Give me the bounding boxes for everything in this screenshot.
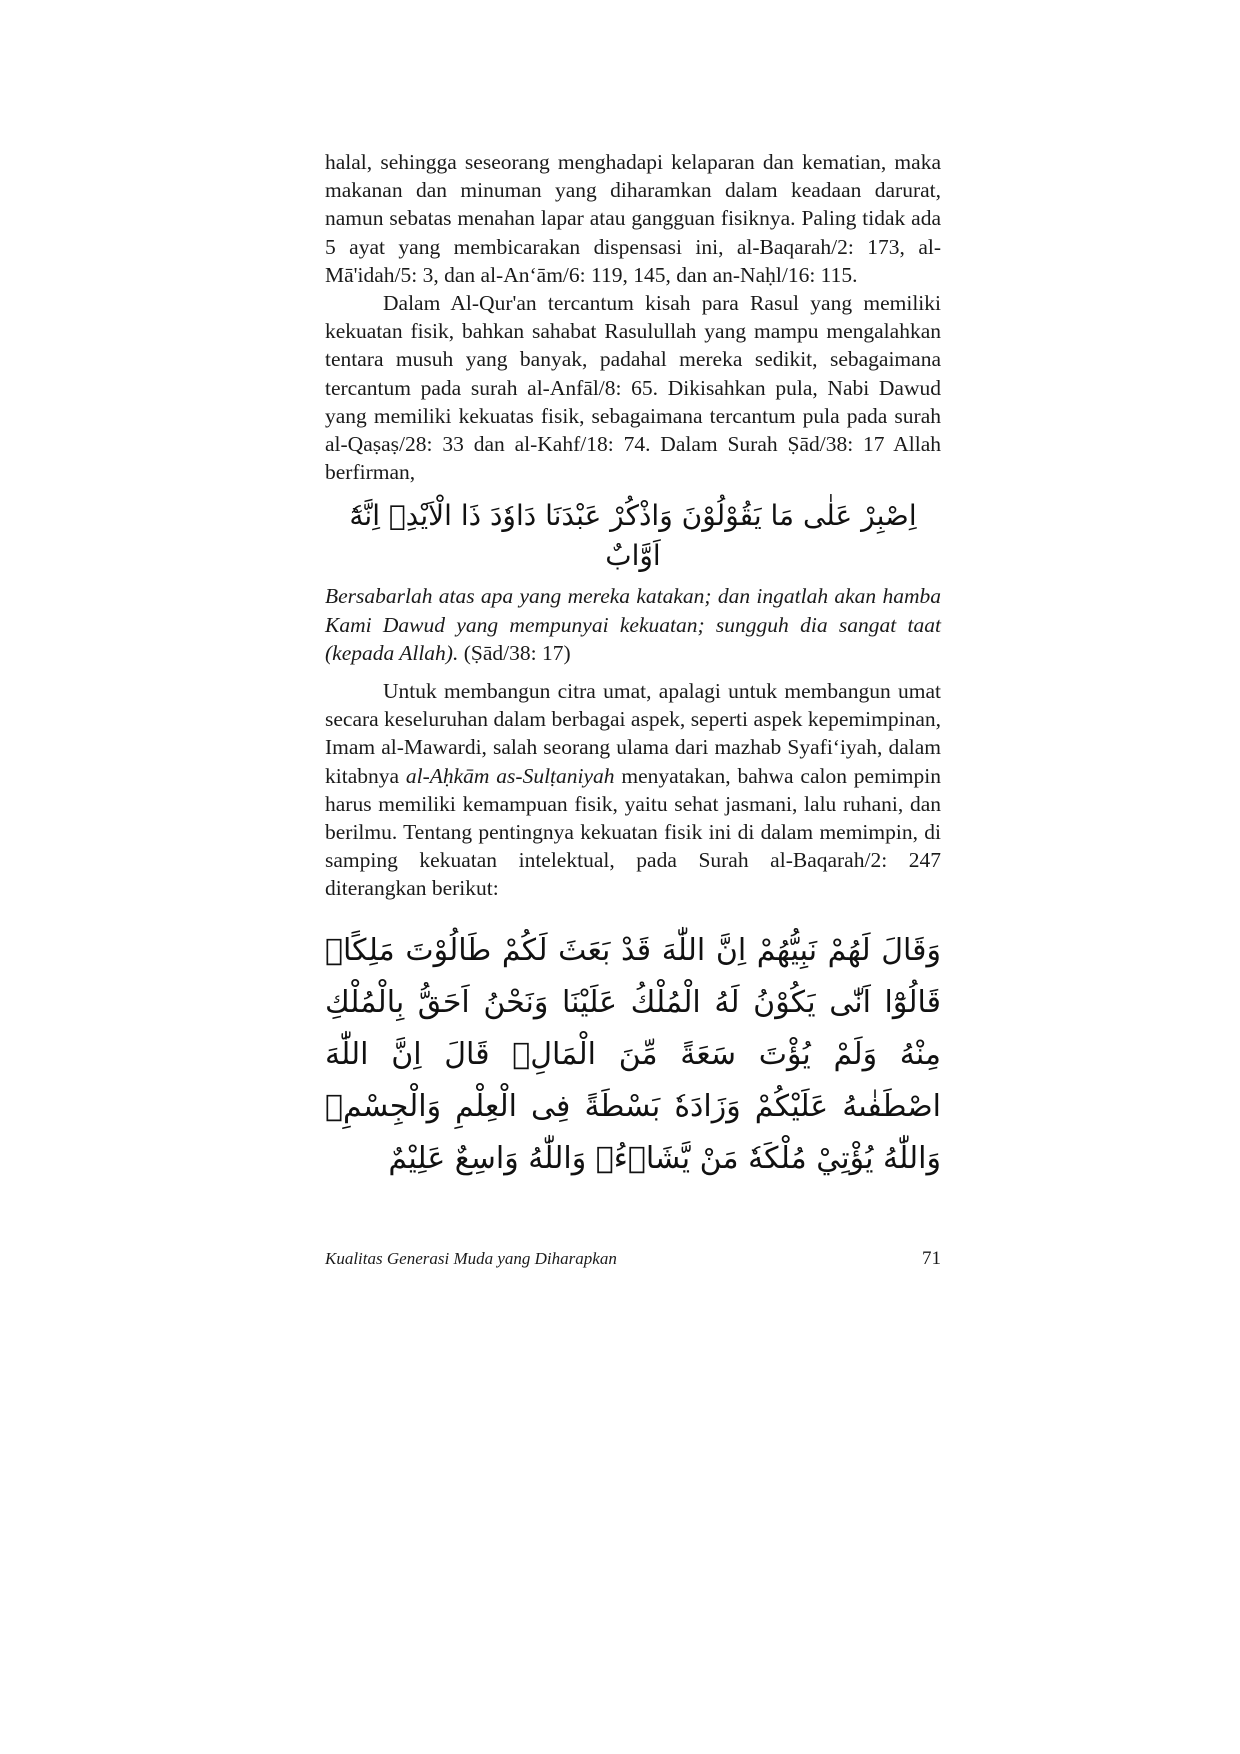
paragraph-leadership-text-end: menyatakan, bahwa calon pemimpin harus memiliki kemampuan fisik, yaitu sehat jasmani, lalu ruhani, dan berilmu. Tentang pentingnya kekuatan fisik ini di dalam memimpin, di samping kekuatan intelektual, pada Surah al-Baqarah/2: 247 diterangkan berikut: [325, 763, 941, 901]
verse-translation-sad [325, 582, 941, 667]
paragraph-leadership [325, 677, 941, 903]
page-content [325, 148, 941, 1185]
paragraph-prophets-strength: Dalam Al-Qur'an tercantum kisah para Rasul yang memiliki kekuatan fisik, bahkan sahabat Rasulullah yang mampu mengalahkan tentara musuh yang banyak, padahal mereka sedikit, sebagaimana tercantum pada surah al-Anfāl/8: 65. Dikisahkan pula, Nabi Dawud yang memiliki kekuatas fisik, sebagaimana tercantum pula pada surah al-Qaṣaṣ/28: 33 dan al-Kahf/18: 74. Dalam Surah Ṣād/38: 17 Allah berfirman, [325, 291, 941, 485]
page-footer [325, 1248, 941, 1270]
running-title: Kualitas Generasi Muda yang Diharapkan [325, 1249, 617, 1268]
page-number: 71 [922, 1248, 941, 1269]
translation-text: Bersabarlah atas apa yang mereka katakan; dan ingatlah akan hamba Kami Dawud yang mempunyai kekuatan; sungguh dia sangat taat (kepada Allah). [325, 584, 941, 665]
arabic-verse-sad-38-17: اِصْبِرْ عَلٰى مَا يَقُوْلُوْنَ وَاذْكُرْ عَبْدَنَا دَاوٗدَ ذَا الْاَيْدِۚ اِنَّهٗٓ اَوَّابٌ [349, 499, 917, 573]
arabic-verse-baqarah-2-247: وَقَالَ لَهُمْ نَبِيُّهُمْ اِنَّ اللّٰهَ قَدْ بَعَثَ لَكُمْ طَالُوْتَ مَلِكًاۗ قَالُوْٓا اَنّٰى يَكُوْنُ لَهُ الْمُلْكُ عَلَيْنَا وَنَحْنُ اَحَقُّ بِالْمُلْكِ مِنْهُ وَلَمْ يُؤْتَ سَعَةً مِّنَ الْمَالِۗ قَالَ اِنَّ اللّٰهَ اصْطَفٰىهُ عَلَيْكُمْ وَزَادَهٗ بَسْطَةً فِى الْعِلْمِ وَالْجِسْمِۗ وَاللّٰهُ يُؤْتِيْ مُلْكَهٗ مَنْ يَّشَاۤءُۗ وَاللّٰهُ وَاسِعٌ عَلِيْمٌ [325, 932, 941, 1176]
paragraph-dispensation: halal, sehingga seseorang menghadapi kelaparan dan kematian, maka makanan dan minuman yang diharamkan dalam keadaan darurat, namun sebatas menahan lapar atau gangguan fisiknya. Paling tidak ada 5 ayat yang membicarakan dispensasi ini, al-Baqarah/2: 173, al-Mā'idah/5: 3, dan al-An‘ām/6: 119, 145, dan an-Naḥl/16: 115. [325, 150, 941, 287]
book-title: al-Aḥkām as-Sulṭaniyah [405, 763, 615, 788]
paragraph-leadership-text-start: Untuk membangun citra umat, apalagi untuk membangun umat secara keseluruhan dalam berbagai aspek, seperti aspek kepemimpinan, Imam al-Mawardi, salah seorang ulama dari mazhab Syafi‘iyah, dalam kitabnya [325, 679, 941, 788]
verse-reference: (Ṣād/38: 17) [458, 640, 571, 665]
